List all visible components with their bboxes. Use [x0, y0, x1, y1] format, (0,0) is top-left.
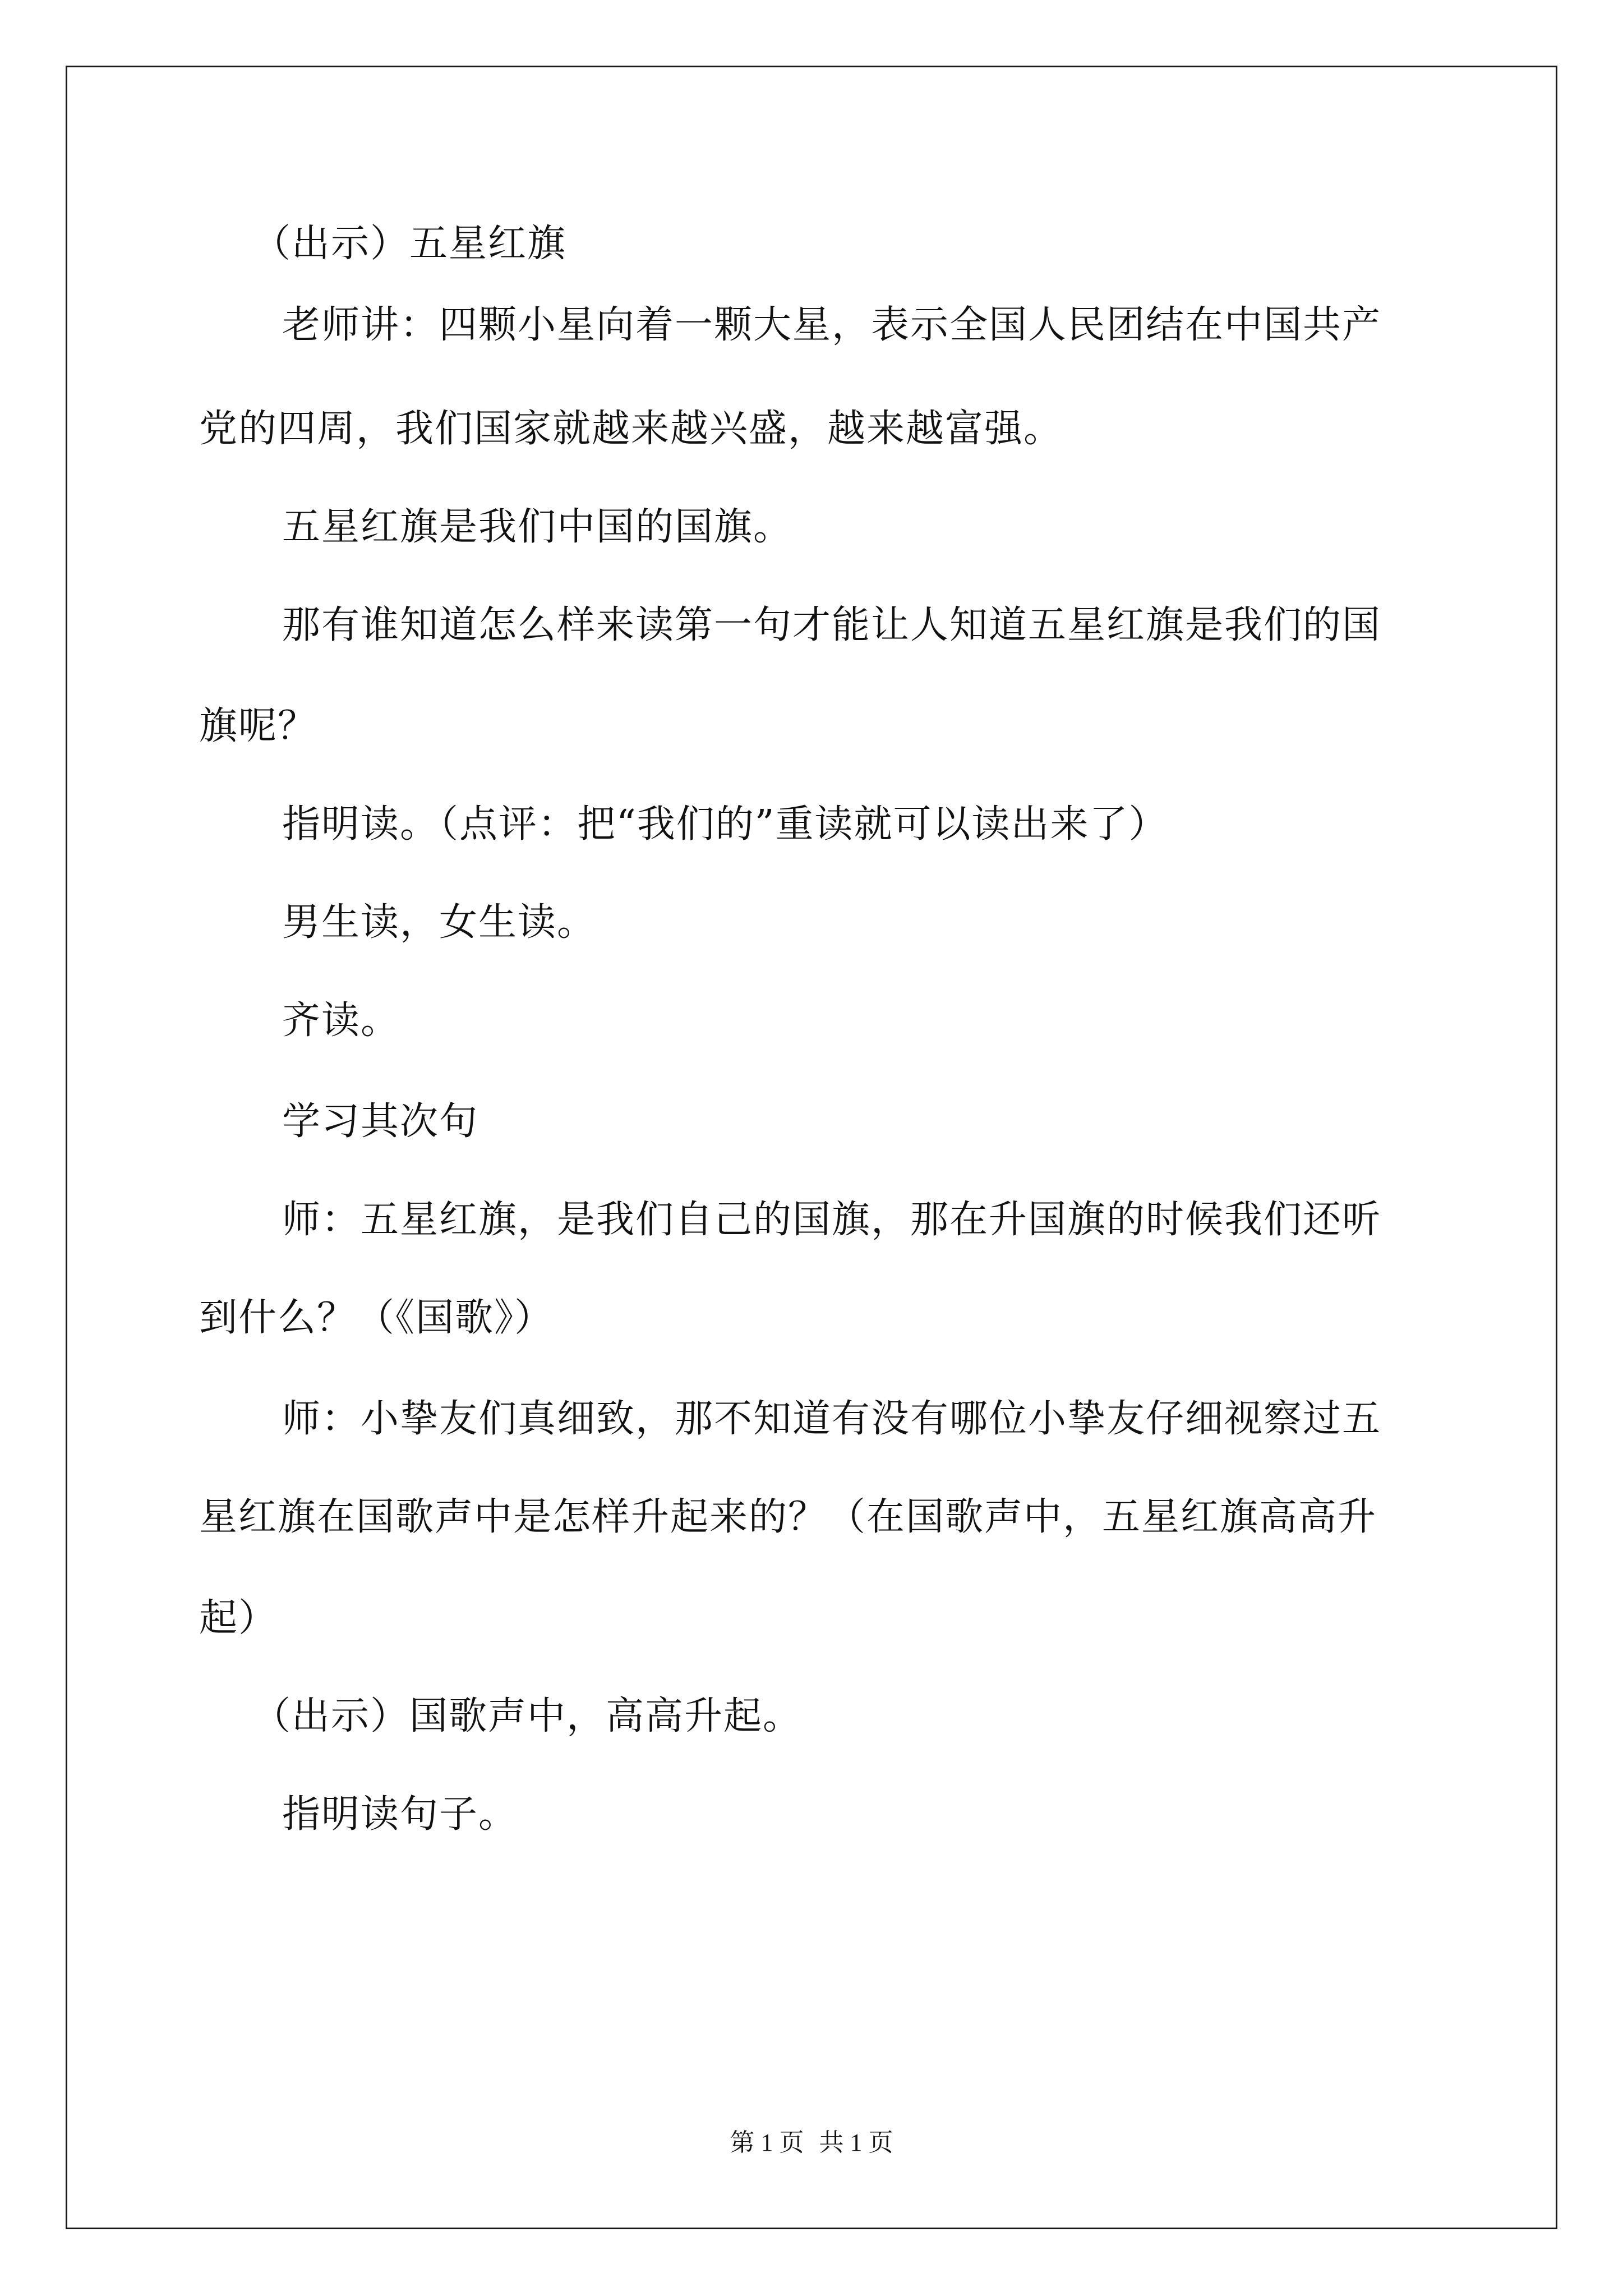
paragraph-line: （出示）国歌声中，高高升起。: [252, 1694, 803, 1738]
paragraph-line: 学习其次句: [282, 1099, 479, 1144]
page-footer: [0, 2129, 1623, 2157]
paragraph-line: 师：小挚友们真细致，那不知道有没有哪位小挚友仔细视察过五: [282, 1397, 1382, 1441]
page-number: 第 1 页: [730, 2129, 804, 2156]
page-border: [66, 66, 1557, 2229]
page-total: 共 1 页: [819, 2129, 893, 2156]
paragraph-line: 起）: [199, 1596, 278, 1640]
paragraph-line: 党的四周，我们国家就越来越兴盛，越来越富强。: [199, 407, 1063, 451]
paragraph-line: 到什么？（《国歌》）: [199, 1296, 554, 1340]
paragraph-line: 星红旗在国歌声中是怎样升起来的？（在国歌声中，五星红旗高高升: [199, 1495, 1377, 1539]
paragraph-line: 男生读，女生读。: [282, 900, 597, 945]
paragraph-line: 老师讲：四颗小星向着一颗大星，表示全国人民团结在中国共产: [282, 303, 1382, 347]
paragraph-line: 指明读句子。: [282, 1792, 518, 1837]
paragraph-line: 指明读。（点评：把“我们的”重读就可以读出来了）: [282, 802, 1168, 846]
paragraph-line: 旗呢？: [199, 704, 317, 748]
paragraph-line: 齐读。: [282, 999, 400, 1043]
paragraph-line: 师：五星红旗，是我们自己的国旗，那在升国旗的时候我们还听: [282, 1198, 1382, 1242]
paragraph-line: （出示）五星红旗: [252, 222, 567, 266]
paragraph-line: 那有谁知道怎么样来读第一句才能让人知道五星红旗是我们的国: [282, 603, 1382, 647]
paragraph-line: 五星红旗是我们中国的国旗。: [282, 505, 793, 549]
